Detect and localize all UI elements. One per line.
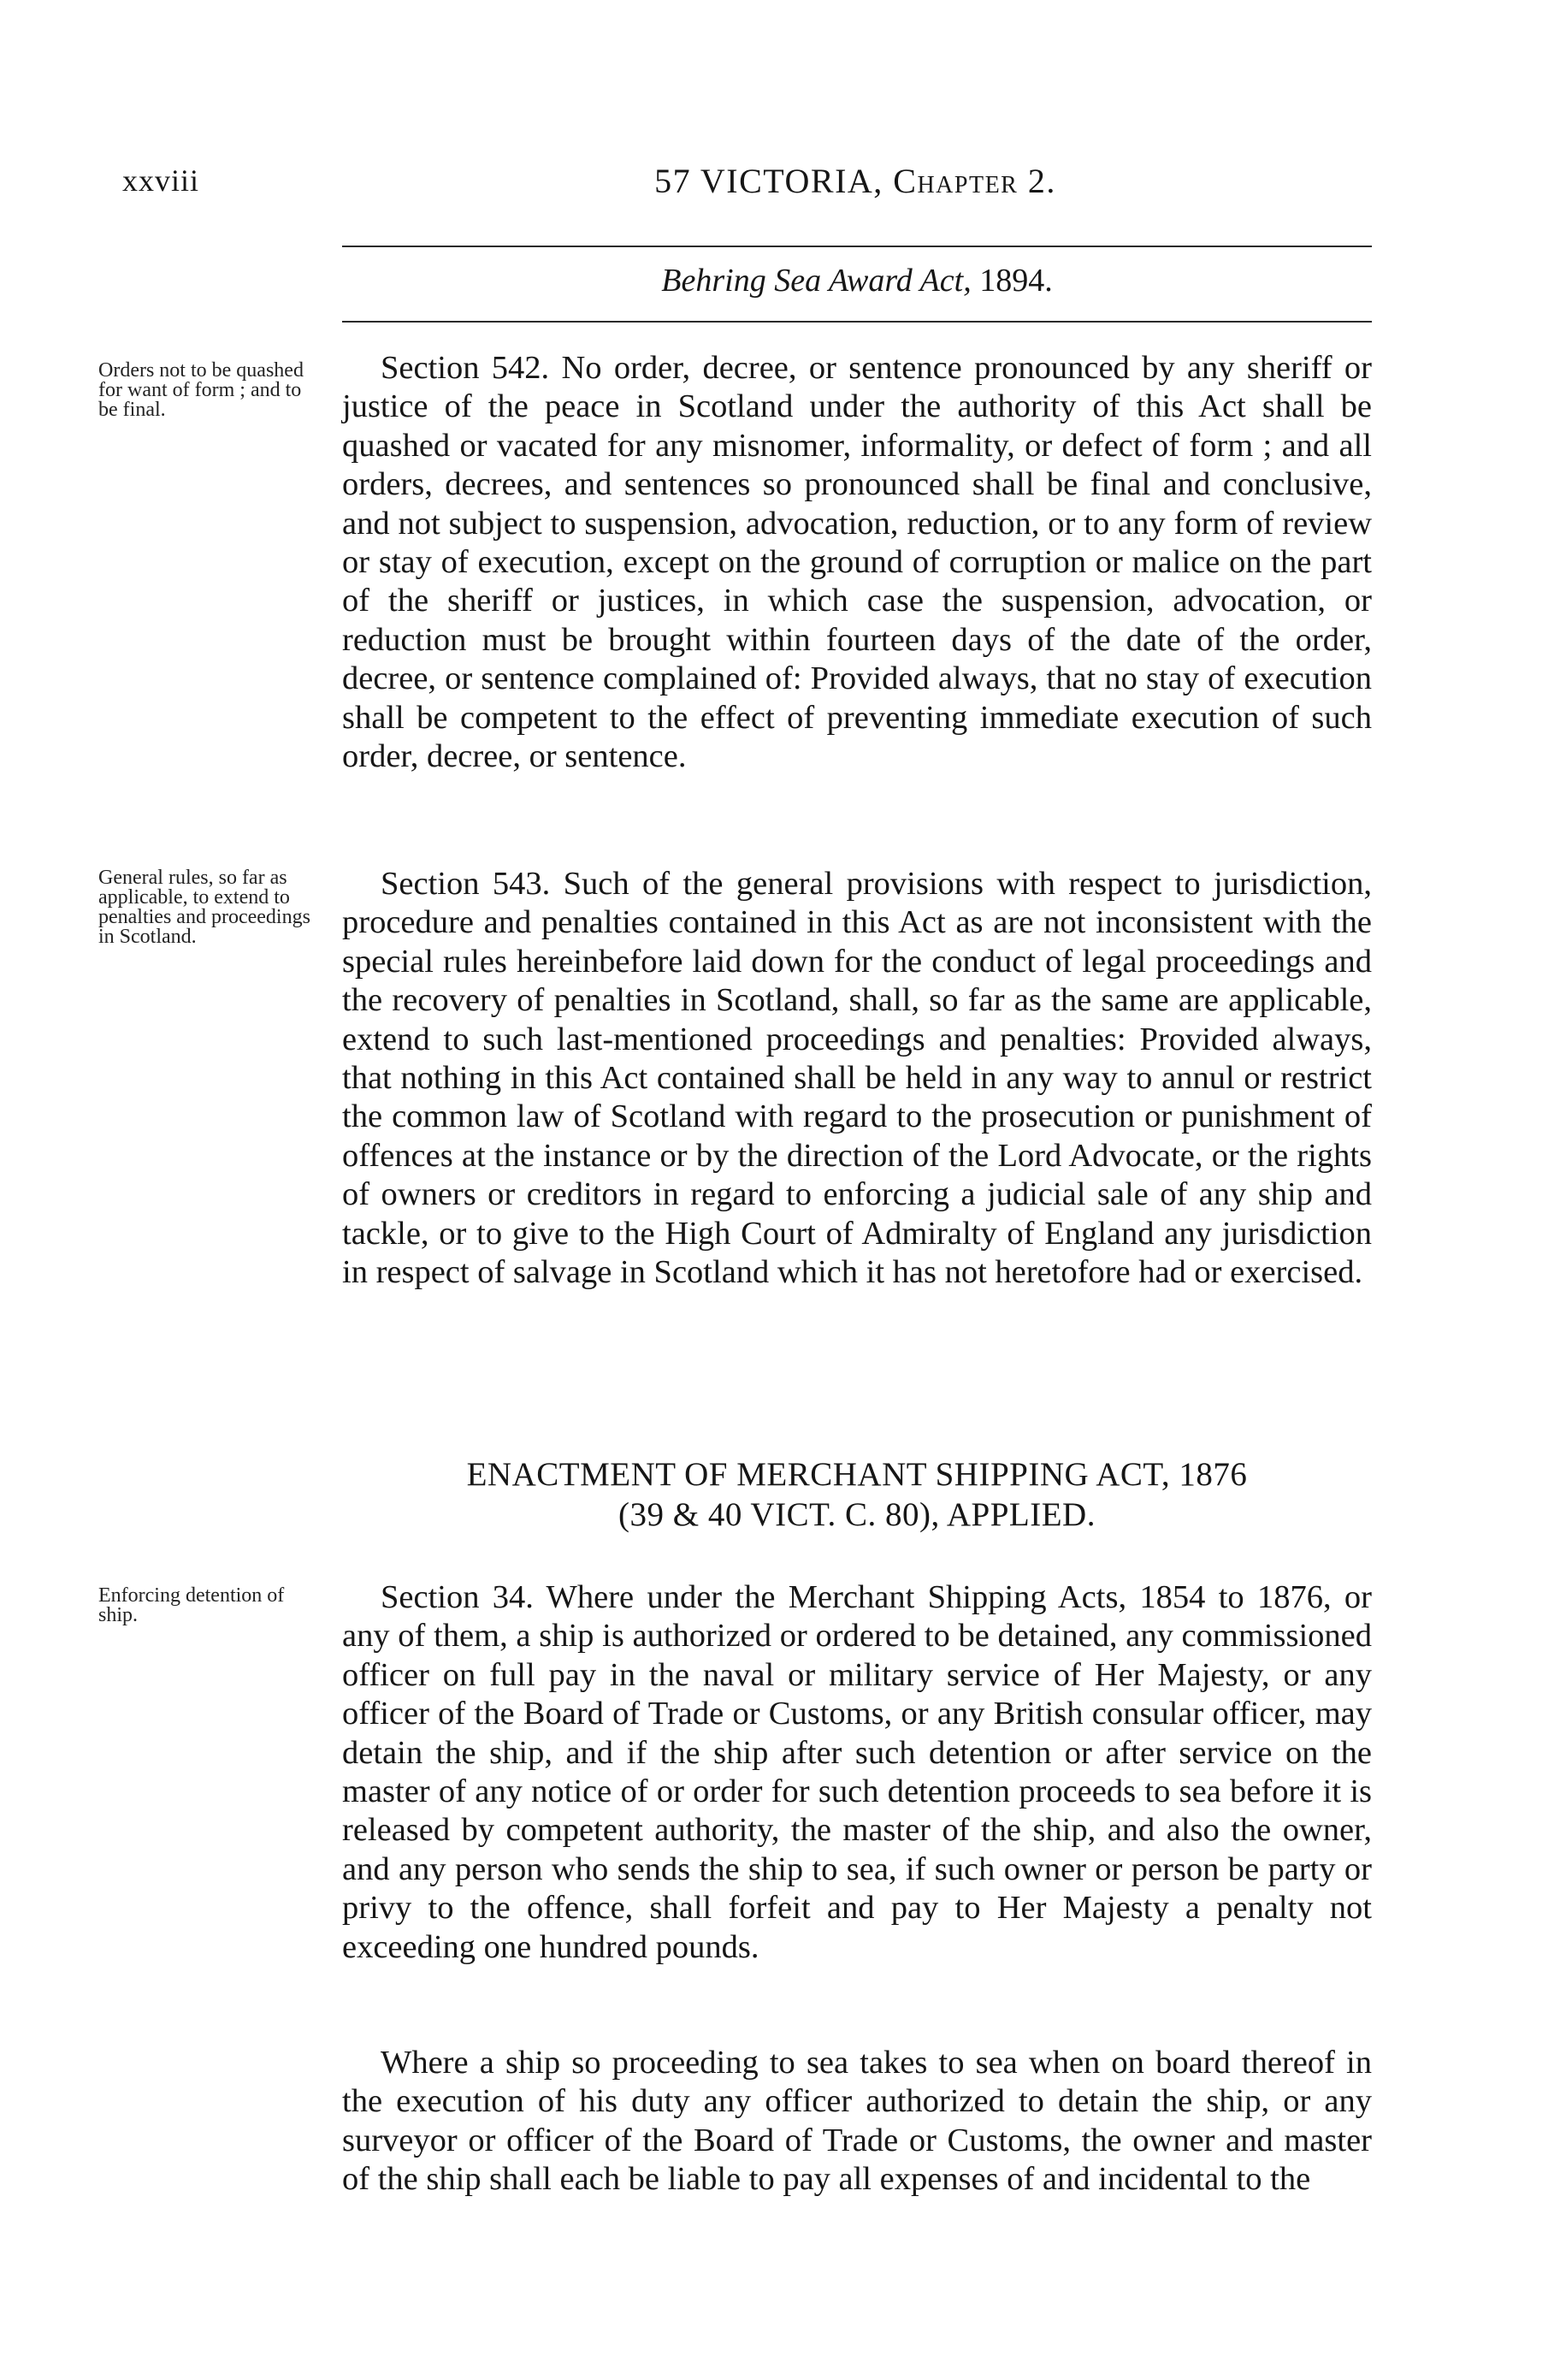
act-title-name: Behring Sea Award Act, xyxy=(661,263,972,299)
header-rule-top xyxy=(342,246,1372,247)
margin-note-section-543: General rules, so far as applicable, to extend to penalties and proceedings in Scotland. xyxy=(98,867,310,948)
enactment-heading-line1: ENACTMENT OF MERCHANT SHIPPING ACT, 1876 xyxy=(466,1456,1248,1493)
enactment-heading xyxy=(342,1454,1372,1535)
act-title-year: 1894. xyxy=(979,263,1053,299)
running-head xyxy=(342,161,1368,201)
margin-note-section-34: Enforcing detention of ship. xyxy=(98,1584,285,1626)
section-542-text: Section 542. No order, decree, or sentence pronounced by any sheriff or justice of the peace in Scotland under the authority of this Act shall be quashed or vacated for any misnomer, informality, or defect of form ; and all orders, decrees, and sentences so pronounced shall be final and conclusive, and not subject to suspension, advocation, reduction, or to any form of review or stay of execution, except on the ground of corruption or malice on the part of the sheriff or justices, in which case the suspension, advocation, or reduction must be brought within fourteen days of the date of the order, decree, or sentence complained of: Provided always, that no stay of execution shall be competent to the effect of preventing immediate execution of such order, decree, or sentence. xyxy=(342,350,1372,775)
running-head-chapter: Chapter 2. xyxy=(893,162,1056,200)
enactment-heading-line2: (39 & 40 VICT. C. 80), APPLIED. xyxy=(618,1496,1096,1533)
header-rule-bottom xyxy=(342,321,1372,323)
section-543-text: Section 543. Such of the general provisions with respect to jurisdiction, procedure and penalties contained in this Act as are not inconsistent with the special rules hereinbefore laid down for the conduct of legal proceedings and the recovery of penalties in Scotland, shall, so far as the same are applicable, extend to such last-mentioned proceedings and penalties: Provided always, that nothing in this Act contained shall be held in any way to annul or restrict the common law of Scotland with regard to the prosecution or punishment of offences at the instance or by the direction of the Lord Advocate, or the rights of owners or creditors in regard to enforcing a judicial sale of any ship and tackle, or to give to the High Court of Admiralty of England any jurisdiction in respect of salvage in Scotland which it has not heretofore had or exercised. xyxy=(342,866,1372,1291)
page-number: xxviii xyxy=(122,163,200,198)
running-head-regnal: 57 VICTORIA, xyxy=(654,162,883,200)
section-34-text-continued: Where a ship so proceeding to sea takes to sea when on board thereof in the execution of his duty any officer authorized to detain the ship, or any surveyor or officer of the Board of Trade or Customs, the owner and master of the ship shall each be liable to pay all expenses of and incidental to the xyxy=(342,2045,1372,2198)
act-title xyxy=(342,262,1372,299)
margin-note-section-542: Orders not to be quashed for want of form ; and to be final. xyxy=(98,359,304,421)
section-34-text: Section 34. Where under the Merchant Shipping Acts, 1854 to 1876, or any of them, a ship is authorized or ordered to be detained, any commissioned officer on full pay in the naval or military service of Her Majesty, or any officer of the Board of Trade or Customs, or any British consular officer, may detain the ship, and if the ship after such detention or after service on the master of any notice of or order for such detention proceeds to sea before it is released by competent authority, the master of the ship, and also the owner, and any person who sends the ship to sea, if such owner or person be party or privy to the offence, shall forfeit and pay to Her Majesty a penalty not exceeding one hundred pounds. xyxy=(342,1579,1372,1965)
